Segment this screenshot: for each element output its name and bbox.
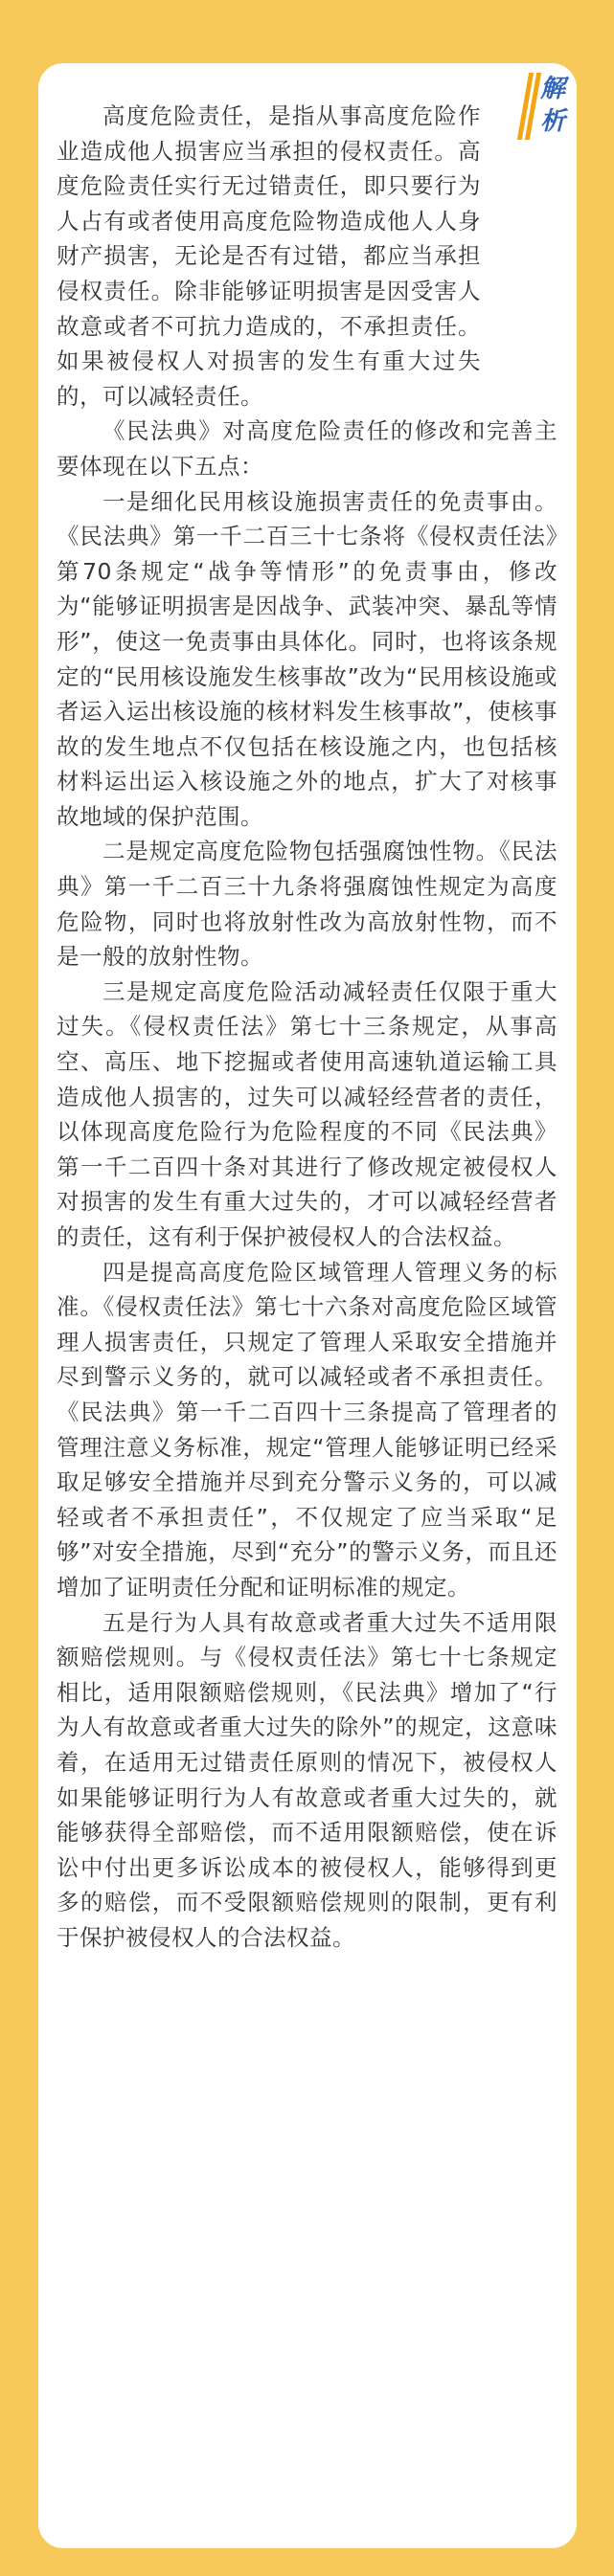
paragraph-point-3: 三是规定高度危险活动减轻责任仅限于重大过失。《侵权责任法》第七十三条规定，从事高空、高压、地下挖掘或者使用高速轨道运输工具造成他人损害的，过失可以减轻经营者的责任，以体现高度危险行为危险程度的不同《民法典》第一千二百四十条对其进行了修改规定被侵权人对损害的发生有重大过失的，才可以减轻经营者的责任，这有利于保护被侵权人的合法权益。 [57, 977, 557, 1250]
tag-label: 解析 [540, 75, 566, 136]
paragraph-point-5: 五是行为人具有故意或者重大过失不适用限额赔偿规则。与《侵权责任法》第七十七条规定相比，适用限额赔偿规则，《民法典》增加了“行为人有故意或者重大过失的除外”的规定，这意味着，在适用无过错责任原则的情况下，被侵权人如果能够证明行为人有故意或者重大过失的，就能够获得全部赔偿，而不适用限额赔偿，使在诉讼中付出更多诉讼成本的被侵权人，能够得到更多的赔偿，而不受限额赔偿规则的限制，更有利于保护被侵权人的合法权益。 [57, 1608, 557, 1951]
paragraph-point-4: 四是提高高度危险区域管理人管理义务的标准。《侵权责任法》第七十六条对高度危险区域管理人损害责任，只规定了管理人采取安全措施并尽到警示义务的，就可以减轻或者不承担责任。《民法典》第一千二百四十三条提高了管理者的管理注意义务标准，规定“管理人能够证明已经采取足够安全措施并尽到充分警示义务的，可以减轻或者不承担责任”，不仅规定了应当采取“足够”对安全措施，尽到“充分”的警示义务，而且还增加了证明责任分配和证明标准的规定。 [57, 1258, 557, 1601]
paragraph-point-1: 一是细化民用核设施损害责任的免责事由。《民法典》第一千二百三十七条将《侵权责任法》第70条规定“战争等情形”的免责事由，修改为“能够证明损害是因战争、武装冲突、暴乱等情形”，使这一免责事由具体化。同时，也将该条规定的“民用核设施发生核事故”改为“民用核设施或者运入运出核设施的核材料发生核事故”，使核事故的发生地点不仅包括在核设施之内，也包括核材料运出运入核设施之外的地点，扩大了对核事故地域的保护范围。 [57, 487, 557, 830]
paragraph-summary: 《民法典》对高度危险责任的修改和完善主要体现在以下五点： [57, 417, 557, 480]
paragraph-point-2: 二是规定高度危险物包括强腐蚀性物。《民法典》第一千二百三十九条将强腐蚀性规定为高度危险物，同时也将放射性改为高放射性物，而不是一般的放射性物。 [57, 838, 557, 971]
article-body [57, 99, 557, 1955]
content-card [38, 63, 577, 2548]
paragraph-intro: 高度危险责任，是指从事高度危险作业造成他人损害应当承担的侵权责任。高度危险责任实行无过错责任，即只要行为人占有或者使用高度危险物造成他人人身财产损害，无论是否有过错，都应当承担侵权责任。除非能够证明损害是因受害人故意或者不可抗力造成的，不承担责任。如果被侵权人对损害的发生有重大过失的，可以减轻责任。 [57, 102, 481, 410]
